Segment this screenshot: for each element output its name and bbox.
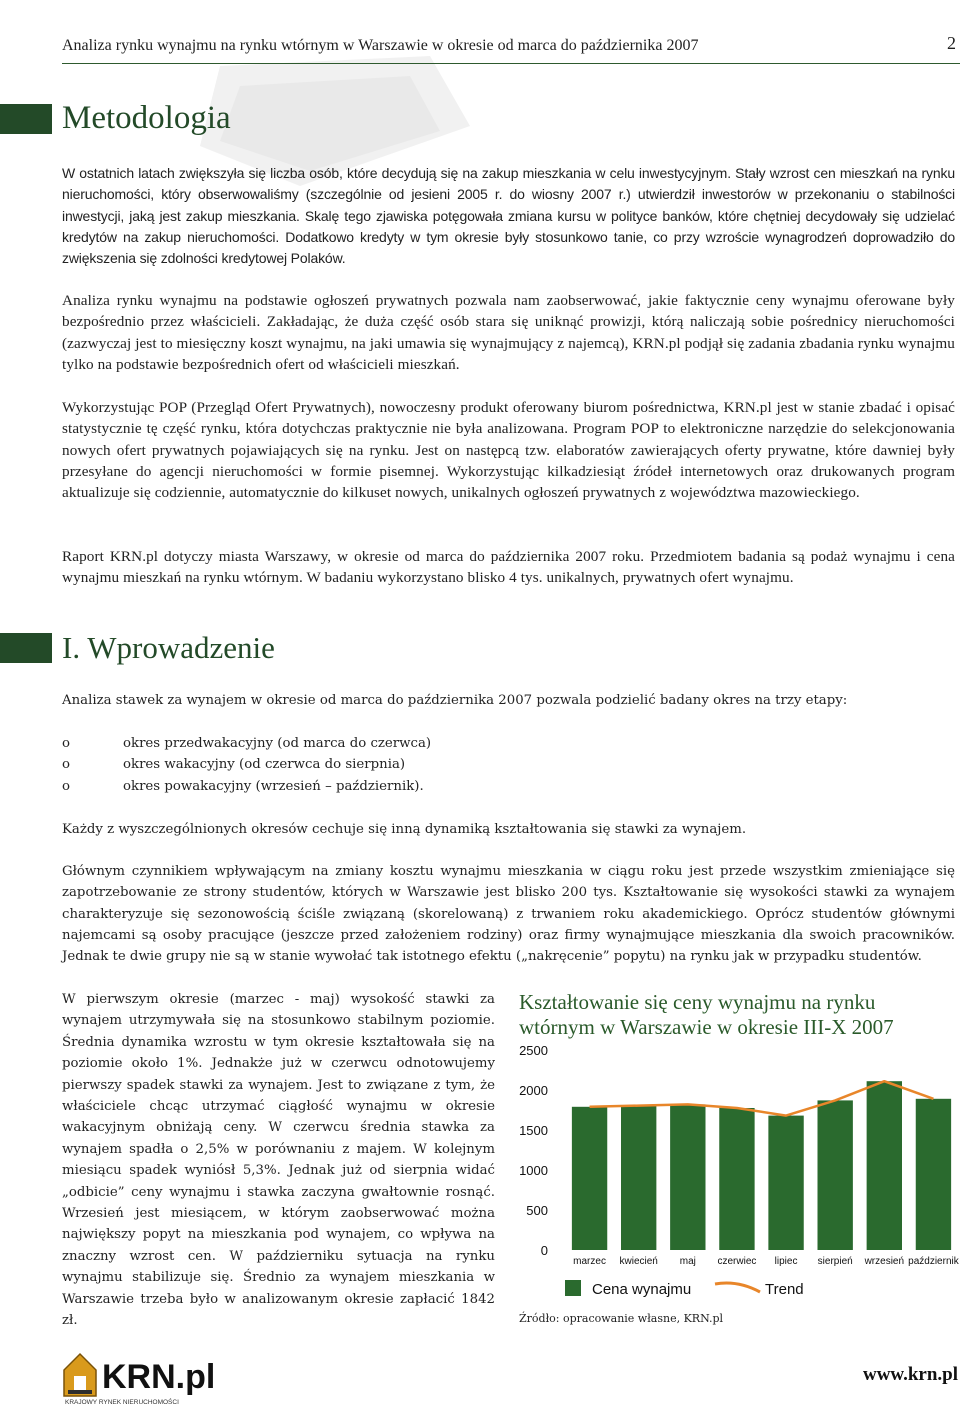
y-tick-label: 1000 [519,1163,548,1178]
x-tick-label: maj [679,1256,696,1267]
list-item-text: okres wakacyjny (od czerwca do sierpnia) [123,757,406,773]
section-marker-bar [0,633,52,663]
rent-price-chart [510,1040,960,1305]
bar-lipiec [768,1116,803,1250]
list-item [62,754,431,775]
logo-text: KRN.pl [102,1358,216,1396]
bar-wrzesień [867,1081,902,1250]
bar-kwiecień [621,1106,656,1250]
header-divider [62,63,960,64]
x-tick-label: lipiec [774,1256,798,1267]
legend-swatch-bars [565,1280,581,1296]
chart-title: Kształtowanie się ceny wynajmu na rynku wtórnym w Warszawie w okresie III-X 2007 [519,990,894,1039]
paragraph-methodology-3: Wykorzystując POP (Przegląd Ofert Prywatnych), nowoczesny produkt oferowany biurom pośrednictwa, KRN.pl jest w stanie zbadać i opisać statystycznie tę część rynku, która dotychczas praktycznie nie była analizowana. Program POP to elektroniczne narzędzie do selekcjonowania nowych ofert prywatnych pojawiających się na rynku. Jest on następcą tzw. elaboratów zawierających oferty prywatne, które dawniej były przesyłane do agencji nieruchomości w formie pisemnej. Wykorzystując kilkadziesiąt źródeł internetowych oraz drukowanych program aktualizuje się codziennie, automatycznie do kilkuset nowych, unikalnych ogłoszeń prywatnych z województwa mazowieckiego. [62,399,955,502]
paragraph-first-period: W pierwszym okresie (marzec - maj) wysokość stawki za wynajem utrzymywała się na stosunkowo stabilnym poziomie. Średnia dynamika wzrostu w tym okresie kształtowała się na poziomie około 1%. Jednakże już w czerwcu odnotowujemy pierwszy spadek stawki za wynajem. Jest to związane z tym, że właściciele chcąc utrzymać ciągłość wynajmu w okresie wakacyjnym obniżają ceny. W czerwcu średnia stawka za wynajem spadła o 2,5% w porównaniu z majem. W kolejnym miesiącu spadek wyniósł 5,3%. Jednak już od sierpnia widać „odbicie” ceny wynajmu i stawka zaczyna gwałtownie rosnąć. Wrzesień jest miesiącem, w którym zaobserwować można największy popyt na mieszkania pod wynajem, co wpływa na znaczny wzrost cen. W październiku sytuacja na rynku wynajmu stabilizuje się. Średnio za wynajem mieszkania w Warszawie trzeba było w analizowanym okresie zapłacić 1842 zł. [62,992,495,1329]
period-list [62,733,431,797]
x-tick-label: wrzesień [864,1256,905,1267]
chart-source: Źródło: opracowanie własne, KRN.pl [519,1312,724,1325]
paragraph-main-factor: Głównym czynnikiem wpływającym na zmiany kosztu wynajmu mieszkania w ciągu roku jest przede wszystkim zmieniające się zapotrzebowanie ze strony studentów, których w Warszawie jest blisko 200 tys. Kształtowanie się wysokości stawki za wynajem charakteryzuje się sezonowością ściśle związaną (skorelowaną) z trwaniem roku akademickiego. Oprócz studentów głównymi najemcami są osoby pracujące (jeszcze przed założeniem rodziny) oraz firmy wynajmujące mieszkania dla swoich pracowników. Jednak te dwie grupy nie są w stanie wywołać tak istotnego efektu („nakręcenie” popytu) na rynku jak w przypadku studentów. [62,864,955,965]
bullet-mark: o [62,736,71,751]
list-item [62,733,431,754]
y-tick-label: 0 [540,1243,548,1258]
x-tick-label: październik [908,1256,959,1267]
legend-label-bars: Cena wynajmu [592,1281,692,1298]
x-tick-label: sierpień [817,1256,853,1267]
section-title-introduction: I. Wprowadzenie [62,630,275,665]
website-link[interactable]: www.krn.pl [862,1364,958,1385]
section-title-methodology: Metodologia [62,100,231,136]
bar-czerwiec [719,1108,754,1250]
house-icon [64,1354,96,1396]
paragraph-each-period: Każdy z wyszczególnionych okresów cechuje się inną dynamiką kształtowania się stawki za wynajem. [62,822,747,837]
x-tick-label: marzec [573,1256,606,1267]
bullet-mark: o [62,778,71,794]
y-tick-label: 500 [526,1203,548,1218]
krn-logo [62,1350,242,1404]
paragraph-methodology-1: W ostatnich latach zwiększyła się liczba osób, które decydują się na zakup mieszkania w celu inwestycyjnym. Stały wzrost cen mieszkań na rynku nieruchomości, który obserwowaliśmy (szczególnie od jesieni 2005 r. do wiosny 2007 r.) utwierdził inwestorów w przekonaniu o stabilności inwestycji, jaką jest zakup mieszkania. Skalę tego zjawiska potęgowała zmiana kursu w polityce banków, które chętniej decydowały się udzielać kredytów na zakup nieruchomości. Dodatkowo kredyty w tym okresie były stosunkowo tanie, co przy wzroście wynagrodzeń doprowadziło do zwiększenia się zdolności kredytowej Polaków. [62,165,955,267]
legend-swatch-trend [715,1283,760,1292]
paragraph-methodology-4: Raport KRN.pl dotyczy miasta Warszawy, w okresie od marca do października 2007 roku. Przedmiotem badania są podaż wynajmu i cena wynajmu mieszkań na rynku wtórnym. W badaniu wykorzystano blisko 4 tys. unikalnych, prywatnych ofert wynajmu. [62,548,955,587]
bar-październik [916,1099,951,1250]
legend-label-trend: Trend [765,1281,804,1298]
logo-tagline: KRAJOWY RYNEK NIERUCHOMOŚCI [65,1399,179,1404]
paragraph-methodology-2: Analiza rynku wynajmu na podstawie ogłoszeń prywatnych pozwala nam zaobserwować, jakie faktycznie ceny wynajmu oferowane były bezpośrednio przez właścicieli. Zakładając, że duża część osób stara się uniknąć prowizji, którą naliczają sobie pośrednicy nieruchomości (zazwyczaj jest to miesięczny koszt wynajmu, na jaki umawia się wynajmujący z najemcą), KRN.pl podjął się zadania zbadania rynku wynajmu tylko na podstawie bezpośrednich ofert od właścicieli mieszkań. [62,292,955,373]
y-tick-label: 2500 [519,1043,548,1058]
x-tick-label: kwiecień [619,1256,658,1267]
y-tick-label: 2000 [519,1083,548,1098]
y-tick-label: 1500 [519,1123,548,1138]
paragraph-intro: Analiza stawek za wynajem w okresie od marca do października 2007 pozwala podzielić badany okres na trzy etapy: [62,693,848,708]
list-item-text: okres przedwakacyjny (od marca do czerwca) [123,736,432,751]
page-number: 2 [947,33,956,53]
header-title: Analiza rynku wynajmu na rynku wtórnym w Warszawie w okresie od marca do października 2007 [62,37,699,54]
bar-marzec [572,1107,607,1250]
bullet-mark: o [62,757,71,773]
bar-maj [670,1104,705,1250]
section-marker-bar [0,104,52,134]
list-item [62,776,431,797]
list-item-text: okres powakacyjny (wrzesień – październik). [123,778,424,794]
bar-sierpień [818,1100,853,1250]
x-tick-label: czerwiec [717,1256,757,1267]
